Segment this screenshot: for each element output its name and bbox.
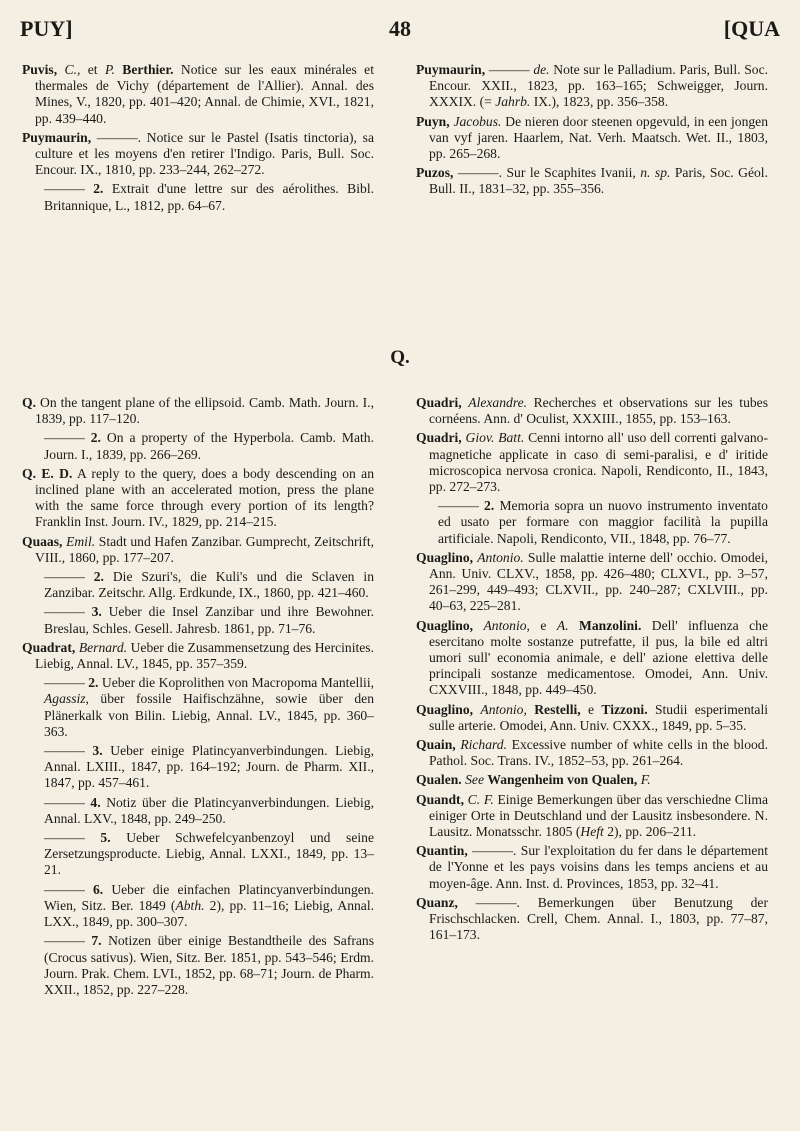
page-header (20, 8, 780, 48)
bibliography-entry: Quanz, ———. Bemerkungen über Benutzung der Frischschlacken. Crell, Chem. Annal. I., 1803, pp. 77–87, 161–173. (416, 894, 768, 943)
bibliography-subentry: ——— 5. Ueber Schwefelcyanbenzoyl und seine Zersetzungsproducte. Liebig, Annal. LXXI., 1849, pp. 13–21. (44, 830, 374, 878)
bibliography-subentry: ——— 2. Die Szuri's, die Kuli's und die Sclaven in Zanzibar. Zeitschr. Allg. Erdkunde, IX., 1860, pp. 421–460. (44, 569, 374, 601)
bibliography-subentry: ——— 6. Ueber die einfachen Platincyanverbindungen. Wien, Sitz. Ber. 1849 (Abth. 2), pp. 11–16; Liebig, Annal. LXX., 1849, pp. 300–307. (44, 881, 374, 930)
bibliography-entry: Quaglino, Antonio. Sulle malattie interne dell' occhio. Omodei, Ann. Univ. CLXV., 1858, pp. 426–480; CLXVI., pp. 3–57, 261–299, 449–493; CLXVII., pp. 240–287; CXLVIII., pp. 40–63, 225–281. (416, 549, 768, 614)
bibliography-entry: Quaglino, Antonio, Restelli, e Tizzoni. Studii esperimentali sulle arterie. Omodei, Ann. Univ. CXXX., 1849, pp. 5–35. (416, 701, 768, 733)
bottom-right-column (416, 395, 768, 947)
bottom-left-column (22, 395, 374, 1001)
bibliography-entry: Quandt, C. F. Einige Bemerkungen über das verschiedne Clima einiger Orte in Deutschland und der Lausitz insbesondere. N. Lausitz. Monatsschr. 1805 (Heft 2), pp. 206–211. (416, 791, 768, 840)
bibliography-subentry: ——— 2. Ueber die Koprolithen von Macropoma Mantellii, Agassiz, über fossile Haifischzähne, sowie über den Plänerkalk von Bilin. Liebig, Annal. LV., 1845, pp. 360–363. (44, 675, 375, 739)
bibliography-subentry: ——— 3. Ueber einige Platincyanverbindungen. Liebig, Annal. LXIII., 1847, pp. 164–192; Journ. de Pharm. XII., 1847, pp. 457–461. (44, 743, 374, 791)
bibliography-entry: Q. E. D. A reply to the query, does a body descending on an inclined plane with an accelerated motion, press the plane with the same force through every portion of its length? Franklin Inst. Journ. IV., 1829, pp. 214–215. (22, 465, 374, 530)
header-left-catchword: PUY] (20, 16, 73, 41)
bibliography-entry: Quadri, Giov. Batt. Cenni intorno all' uso dell correnti galvano-magnetiche applicate in caso di semi-paralisi, e d' iritide microscopica nervosa cronica. Napoli, Rendiconto, II., 1843, pp. 272–273. (416, 430, 768, 495)
bibliography-entry: Quaglino, Antonio, e A. Manzolini. Dell' influenza che esercitano molte sostanze putrefatte, il pus, la bile ed altri umori sull' economia animale, e dell' azione elettiva delle principali sostanze medicamentose. Omodei, Ann. Univ. CXXVIII., 1848, pp. 449–450. (416, 617, 768, 698)
bibliography-entry: Puymaurin, ——— de. Note sur le Palladium. Paris, Bull. Soc. Encour. XXII., 1823, pp. 163–165; Schweigger, Journ. XXXIX. (= Jahrb. IX.), 1823, pp. 356–358. (416, 62, 769, 110)
bibliography-entry: Quadri, Alexandre. Recherches et observations sur les tubes cornéens. Ann. d' Oculist, XXXIII., 1855, pp. 153–163. (416, 395, 769, 427)
bibliography-entry: Puvis, C., et P. Berthier. Notice sur les eaux minérales et thermales de Vichy (département de l'Allier). Annal. des Mines, V., 1820, pp. 401–420; Annal. de Chimie, XVI., 1821, pp. 439–440. (22, 62, 374, 126)
top-left-column (22, 62, 374, 217)
top-right-column (416, 62, 768, 201)
bibliography-entry: Quaas, Emil. Stadt und Hafen Zanzibar. Gumprecht, Zeitschrift, VIII., 1860, pp. 177–207. (22, 533, 374, 565)
bibliography-entry: Q. On the tangent plane of the ellipsoid. Camb. Math. Journ. I., 1839, pp. 117–120. (22, 395, 374, 427)
page-number: 48 (389, 16, 411, 41)
bibliography-entry: Quain, Richard. Excessive number of white cells in the blood. Pathol. Soc. Trans. IV., 1852–53, pp. 261–264. (416, 737, 768, 769)
header-right-catchword: [QUA (723, 16, 780, 41)
bibliography-subentry: ——— 2. Memoria sopra un nuovo instrumento inventato ed usato per formare con maggior facilità la pupilla artificiale. Napoli, Rendiconto, VII., 1848, pp. 76–77. (438, 498, 768, 546)
bibliography-entry: Quadrat, Bernard. Ueber die Zusammensetzung des Hercinites. Liebig, Annal. LV., 1845, pp. 357–359. (22, 639, 374, 672)
bibliography-entry: Quantin, ———. Sur l'exploitation du fer dans le département de l'Yonne et les pays voisins dans les temps anciens et au moyen-âge. Ann. Inst. d. Provinces, 1853, pp. 32–41. (416, 843, 768, 891)
bibliography-subentry: ——— 2. Extrait d'une lettre sur des aérolithes. Bibl. Britannique, L., 1812, pp. 64–67. (44, 181, 374, 213)
bibliography-subentry: ——— 3. Ueber die Insel Zanzibar und ihre Bewohner. Breslau, Schles. Gesell. Jahresb. 1861, pp. 71–76. (44, 604, 374, 636)
bibliography-entry: Puyn, Jacobus. De nieren door steenen opgevuld, in een jongen van vyf jaren. Haarlem, Nat. Verh. Maatsch. Wet. II., 1803, pp. 265–268. (416, 113, 769, 162)
section-letter: Q. (390, 347, 410, 368)
bibliography-subentry: ——— 2. On a property of the Hyperbola. Camb. Math. Journ. I., 1839, pp. 266–269. (44, 430, 374, 462)
bibliography-subentry: ——— 7. Notizen über einige Bestandtheile des Safrans (Crocus sativus). Wien, Sitz. Ber. 1851, pp. 543–546; Erdm. Journ. Prak. Chem. LVI., 1852, pp. 68–71; Journ. de Pharm. XXII., 1852, pp. 227–228. (44, 933, 375, 997)
bibliography-entry: Puymaurin, ———. Notice sur le Pastel (Isatis tinctoria), sa culture et les moyens d'en retirer l'Indigo. Paris, Bull. Soc. Encour. IX., 1810, pp. 233–244, 262–272. (22, 129, 374, 178)
bibliography-subentry: ——— 4. Notiz über die Platincyanverbindungen. Liebig, Annal. LXV., 1848, pp. 249–250. (44, 794, 374, 826)
bibliography-entry: Puzos, ———. Sur le Scaphites Ivanii, n. sp. Paris, Soc. Géol. Bull. II., 1831–32, pp. 355–356. (416, 165, 768, 197)
bibliography-entry: Qualen. See Wangenheim von Qualen, F. (416, 772, 651, 788)
